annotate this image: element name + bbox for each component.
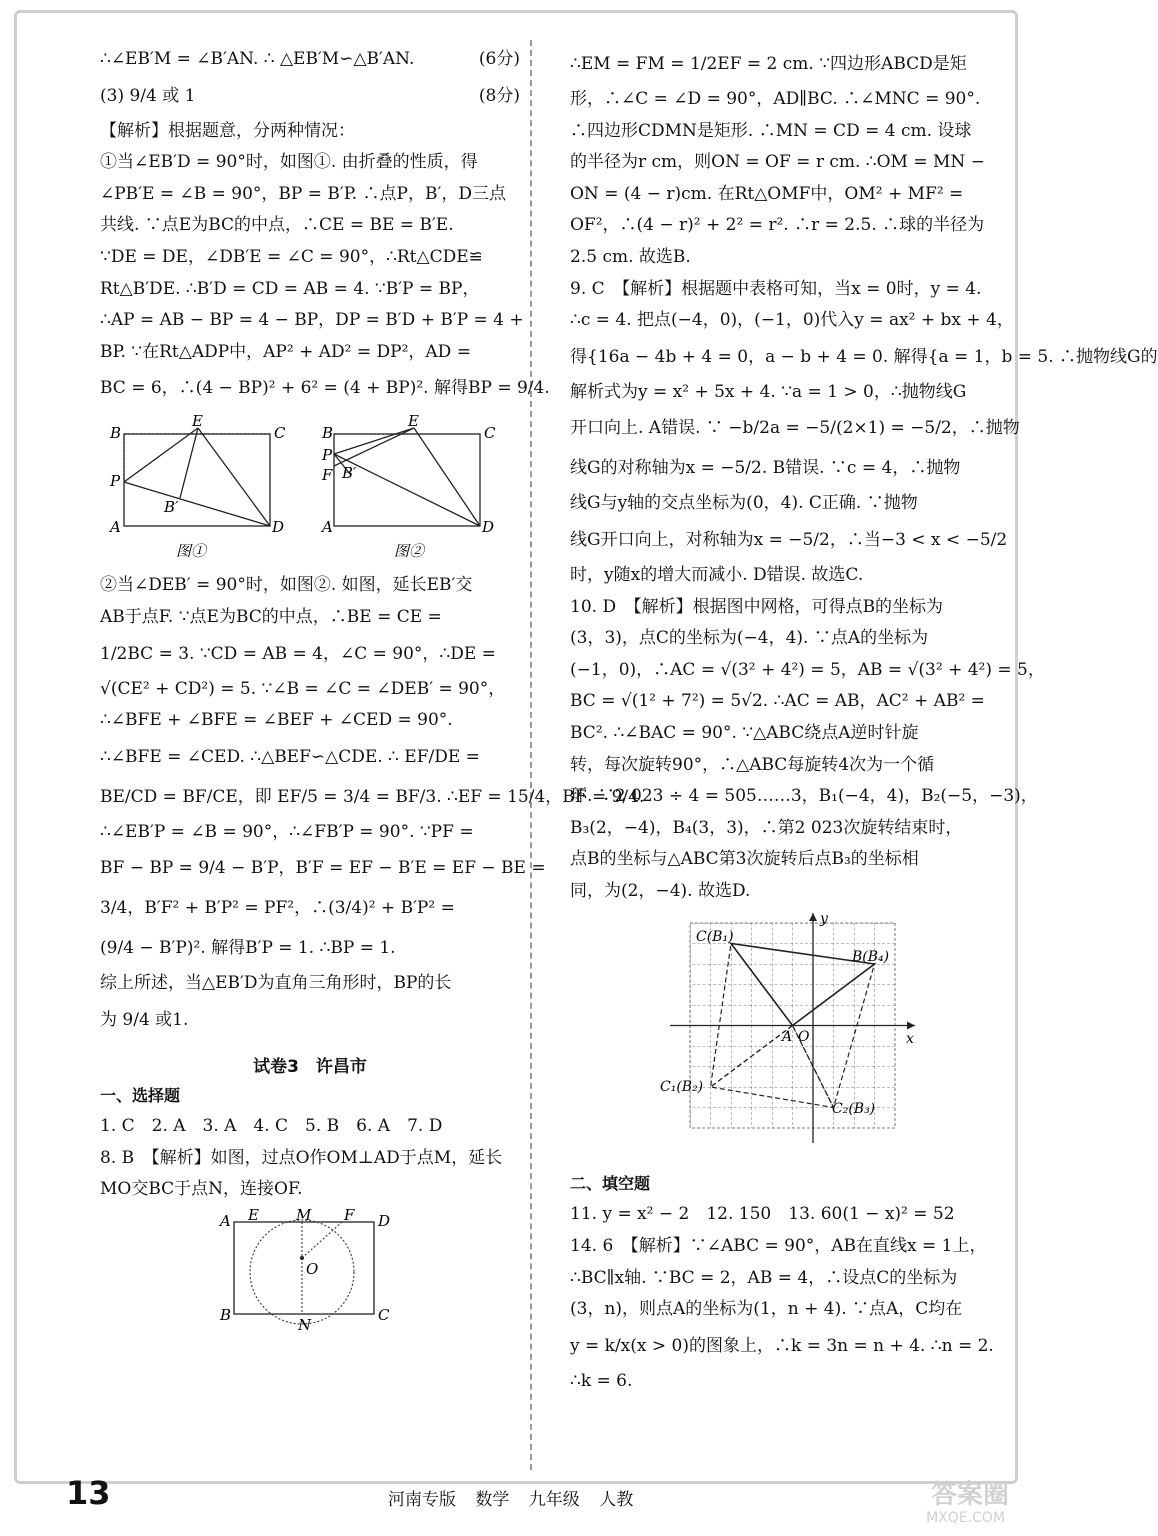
text-line: ∴BC∥x轴. ∵BC = 2，AB = 4，∴设点C的坐标为 [570,1267,958,1288]
figure-2 [320,412,496,560]
text-line: ∠PB′E = ∠B = 90°，BP = B′P. ∴点P，B′，D三点 [100,183,506,204]
text-line: 线G与y轴的交点坐标为(0，4). C正确. ∵抛物 [570,493,918,514]
text-line: ∴∠EB′M = ∠B′AN. ∴ △EB′M∽△B′AN. (6分) [100,49,520,69]
text-line: 解析式为y = x² + 5x + 4. ∵a = 1 > 0，∴抛物线G [570,381,967,402]
text-line: BC = √(1² + 7²) = 5√2. ∴AC = AB，AC² + AB² = [570,691,985,712]
svg-text:A: A [322,518,333,537]
text-line: 开口向上. A错误. ∵ −b/2a = −5/(2×1) = −5/2，∴抛物 [570,418,1020,439]
rotation-grid-figure [570,913,1000,1163]
text-line: (−1，0)，∴AC = √(3² + 4²) = 5，AB = √(3² + 4²) = 5， [570,659,1045,680]
text-line: 线G的对称轴为x = −5/2. B错误. ∵c = 4，∴抛物 [570,458,961,479]
svg-text:P: P [110,472,121,491]
page-number: 13 [66,1474,111,1512]
svg-text:F: F [344,1205,355,1224]
svg-text:C₂(B₃): C₂(B₃) [832,1101,876,1118]
svg-text:P: P [322,446,333,465]
text-line: ON = (4 − r)cm. 在Rt△OMF中，OM² + MF² = [570,183,964,204]
text-line: (3) 9/4 或 1 (8分) [100,85,520,106]
text-line: 得{16a − 4b + 4 = 0，a − b + 4 = 0. 解得{a = 1，b = 5. ∴抛物线G的 [570,346,1158,367]
svg-text:y: y [820,911,828,928]
svg-text:O: O [798,1029,810,1046]
text-line: 共线. ∵点E为BC的中点，∴CE = BE = B′E. [100,215,454,236]
text-line: ②当∠DEB′ = 90°时，如图②. 如图，延长EB′交 [100,575,473,596]
text-line: ①当∠EB′D = 90°时，如图①. 由折叠的性质，得 [100,152,478,173]
footer-text: 河南专版 数学 九年级 人教 [388,1490,634,1510]
text-line: ∴四边形CDMN是矩形. ∴MN = CD = 4 cm. 设球 [570,120,972,141]
svg-text:B: B [220,1305,232,1324]
text-line: 3/4，B′F² + B′P² = PF²，∴(3/4)² + B′P² = [100,898,455,919]
text-line: √(CE² + CD²) = 5. ∵∠B = ∠C = ∠DEB′ = 90°， [100,678,506,699]
text-line: 2.5 cm. 故选B. [570,246,691,267]
text-line: 8. B 【解析】如图，过点O作OM⊥AD于点M，延长 [100,1147,503,1168]
text-line: 10. D 【解析】根据图中网格，可得点B的坐标为 [570,596,944,617]
text-line: 的半径为r cm，则ON = OF = r cm. ∴OM = MN − [570,152,985,173]
figure-1 [108,412,286,560]
column-divider [530,40,532,1470]
text-line: 为 9/4 或1. [100,1009,189,1030]
svg-text:E: E [248,1205,259,1224]
text-line: BC². ∴∠BAC = 90°. ∵△ABC绕点A逆时针旋 [570,722,919,743]
fold-figures [100,414,510,564]
text-line: ∴EM = FM = 1/2EF = 2 cm. ∵四边形ABCD是矩 [570,54,967,74]
svg-text:B(B₄): B(B₄) [852,949,890,966]
text-line: ∴∠BFE + ∠BFE = ∠BEF + ∠CED = 90°. [100,710,453,731]
text-line: 1/2BC = 3. ∵CD = AB = 4，∠C = 90°，∴DE = [100,643,496,664]
text-line: ∴∠BFE = ∠CED. ∴△BEF∽△CDE. ∴ EF/DE = [100,746,480,767]
text-line: MO交BC于点N，连接OF. [100,1179,303,1200]
watermark-logo: 答案圈 [930,1480,1009,1510]
svg-text:M: M [296,1205,312,1224]
svg-text:E: E [192,412,203,431]
answer-line: 11. y = x² − 2 12. 150 13. 60(1 − x)² = 52 [570,1204,955,1225]
text-line: 形，∴∠C = ∠D = 90°，AD∥BC. ∴∠MNC = 90°. [570,89,981,109]
text-line: 【解析】根据题意，分两种情况： [100,120,355,141]
text-line: (9/4 − B′P)². 解得B′P = 1. ∴BP = 1. [100,938,396,959]
answer-line: 1. C 2. A 3. A 4. C 5. B 6. A 7. D [100,1115,443,1136]
svg-text:A: A [110,518,121,537]
text-line: B₃(2，−4)，B₄(3，3)，∴第2 023次旋转结束时， [570,817,963,838]
svg-text:C: C [378,1305,390,1324]
text-line: 环. ∵2 023 ÷ 4 = 505……3，B₁(−4，4)，B₂(−5，−3)， [570,786,1038,807]
text-line: 转，每次旋转90°，∴△ABC每旋转4次为一个循 [570,754,935,775]
svg-text:B′: B′ [342,464,357,483]
text-line: BC = 6，∴(4 − BP)² + 6² = (4 + BP)². 解得BP = 9/4. [100,378,550,399]
text-line: BE/CD = BF/CE，即 EF/5 = 3/4 = BF/3. ∴EF = 15/4，BF = 9/4. [100,786,645,807]
fig2-caption: 图② [394,542,425,561]
part-heading: 二、填空题 [570,1174,651,1194]
text-line: 综上所述，当△EB′D为直角三角形时，BP的长 [100,973,452,994]
svg-text:B′: B′ [164,498,179,517]
text-line: 线G开口向上，对称轴为x = −5/2，∴当−3 < x < −5/2 [570,529,1008,550]
svg-text:O: O [306,1259,319,1278]
svg-text:D: D [378,1211,391,1230]
fig1-caption: 图① [176,542,207,561]
text-line: AB于点F. ∵点E为BC的中点，∴BE = CE = [100,606,442,627]
svg-text:B: B [110,424,122,443]
text-line: y = k/x(x > 0)的图象上，∴k = 3n = n + 4. ∴n = 2. [570,1335,994,1356]
circle-figure [100,1205,510,1334]
svg-text:C: C [274,424,286,443]
svg-text:C₁(B₂): C₁(B₂) [660,1079,704,1096]
svg-text:A: A [782,1029,793,1046]
text-line: BP. ∵在Rt△ADP中，AP² + AD² = DP²，AD = [100,341,471,362]
text-line: (3，n)，则点A的坐标为(1，n + 4). ∵点A，C均在 [570,1299,963,1320]
text-line: 14. 6 【解析】∵∠ABC = 90°，AB在直线x = 1上， [570,1236,987,1257]
watermark-url: MXQE.COM [926,1510,1005,1526]
svg-text:D: D [272,518,285,537]
svg-text:E: E [408,412,419,431]
svg-text:C(B₁): C(B₁) [696,929,734,946]
text-line: ∴AP = AB − BP = 4 − BP，DP = B′D + B′P = 4 + [100,310,524,331]
text-line: 点B的坐标与△ABC第3次旋转后点B₃的坐标相 [570,849,919,870]
text-line: ∴∠EB′P = ∠B = 90°，∴∠FB′P = 90°. ∵PF = [100,821,474,842]
text-line: Rt△B′DE. ∴B′D = CD = AB = 4. ∵B′P = BP， [100,278,480,299]
svg-text:C: C [484,424,496,443]
section-title: 试卷3 许昌市 [253,1056,367,1077]
svg-text:F: F [322,466,333,485]
svg-text:N: N [298,1315,312,1334]
text-line: 同，为(2，−4). 故选D. [570,880,751,901]
text-line: OF²，∴(4 − r)² + 2² = r². ∴r = 2.5. ∴球的半径为 [570,215,985,236]
text-line: 9. C 【解析】根据题中表格可知，当x = 0时，y = 4. [570,278,982,299]
part-heading: 一、选择题 [100,1085,181,1105]
svg-text:A: A [220,1211,231,1230]
text-line: 时，y随x的增大而减小. D错误. 故选C. [570,564,864,585]
text-line: BF − BP = 9/4 − B′P，B′F = EF − B′E = EF − BE = [100,858,546,879]
text-line: ∴k = 6. [570,1370,633,1391]
text-line: (3，3)，点C的坐标为(−4，4). ∵点A的坐标为 [570,628,929,649]
right-column [570,44,1158,1397]
svg-text:D: D [482,518,495,537]
text-line: ∴c = 4. 把点(−4，0)，(−1，0)代入y = ax² + bx + 4， [570,310,1014,331]
svg-text:B: B [322,424,334,443]
svg-text:x: x [906,1031,914,1048]
text-line: ∵DE = DE，∠DB′E = ∠C = 90°，∴Rt△CDE≌ [100,246,483,267]
